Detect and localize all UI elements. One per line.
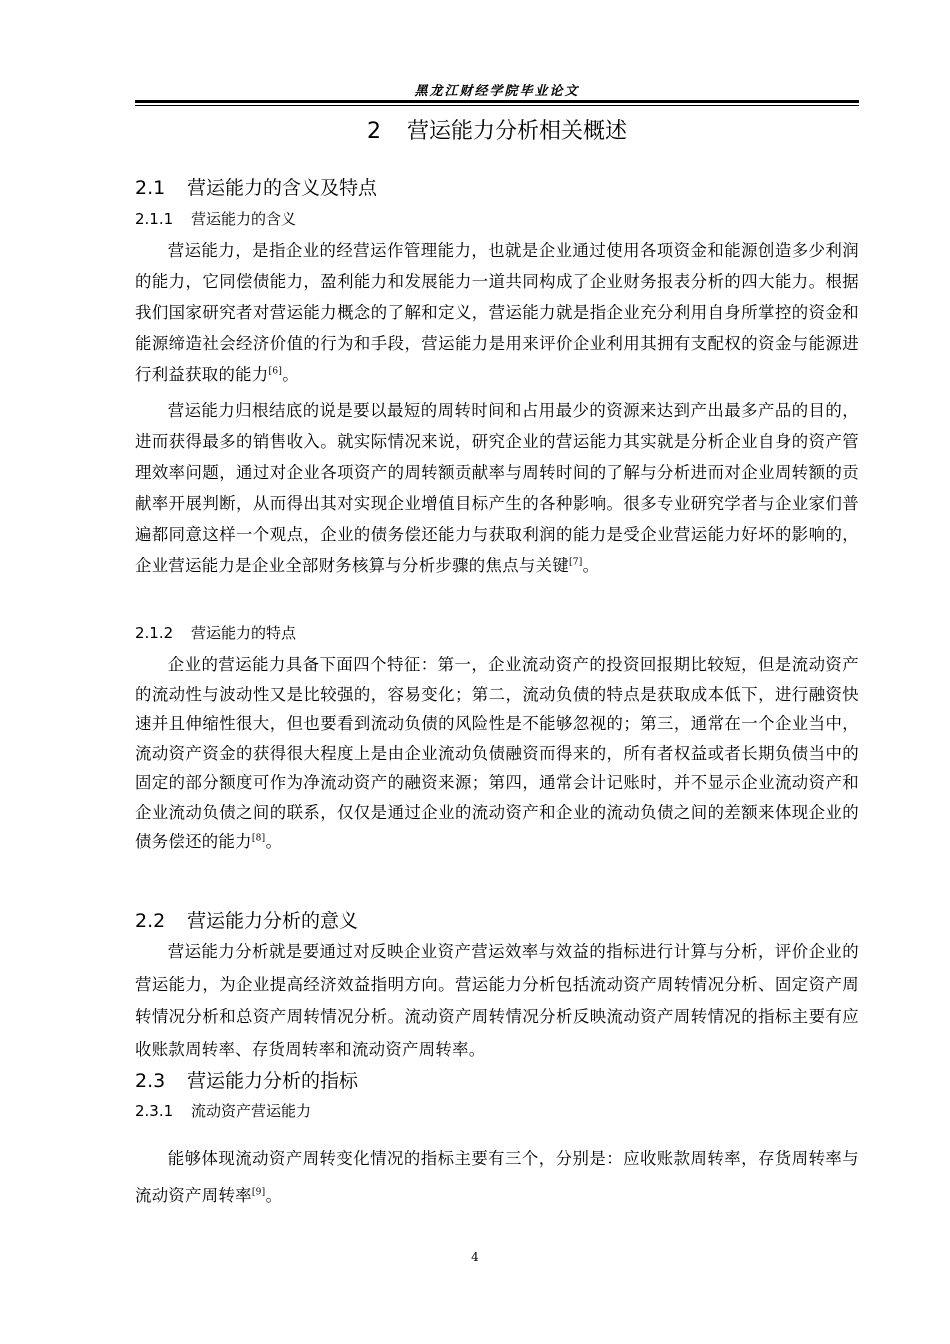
paragraph-analysis-significance: [135, 936, 859, 1066]
section-number: 2.1.1: [135, 210, 174, 228]
paragraph-current-asset-indicators: [135, 1140, 859, 1214]
paragraph-end: 。: [582, 556, 600, 575]
citation: [8]: [251, 833, 266, 844]
paragraph-text: 营运能力，是指企业的经营运作管理能力，也就是企业通过使用各项资金和能源创造多少利润的能力，它同偿债能力，盈利能力和发展能力一道共同构成了企业财务报表分析的四大能力。根据我们国家研究者对营运能力概念的了解和定义，营运能力就是指企业充分利用自身所掌控的资金和能源缔造社会经济价值的行为和手段，营运能力是用来评价企业利用其拥有支配权的资金与能源进行利益获取的能力: [135, 241, 859, 384]
section-title: 营运能力的特点: [191, 624, 297, 642]
section-heading-2-2: [135, 908, 358, 934]
section-number: 2.3.1: [135, 1102, 174, 1120]
chapter-title: [135, 114, 859, 145]
section-number: 2.3: [135, 1070, 166, 1092]
section-heading-2-3-1: [135, 1100, 311, 1122]
header-rule-thick: [135, 100, 859, 103]
paragraph-text: 企业的营运能力具备下面四个特征：第一，企业流动资产的投资回报期比较短，但是流动资产的流动性与波动性又是比较强的，容易变化；第二，流动负债的特点是获取成本低下，进行融资快速并且伸缩性很大，但也要看到流动负债的风险性是不能够忽视的；第三，通常在一个企业当中，流动资产资金的获得很大程度上是由企业流动负债融资而得来的，所有者权益或者长期负债当中的固定的部分额度可作为净流动资产的融资来源；第四，通常会计记账时，并不显示企业流动资产和企业流动负债之间的联系，仅仅是通过企业的流动资产和企业的流动负债之间的差额来体现企业的债务偿还的能力: [135, 655, 859, 851]
paragraph-text: 能够体现流动资产周转变化情况的指标主要有三个，分别是：应收账款周转率，存货周转率与流动资产周转率: [135, 1149, 859, 1205]
section-title: 营运能力的含义及特点: [187, 177, 378, 199]
paragraph-text: 营运能力归根结底的说是要以最短的周转时间和占用最少的资源来达到产出最多产品的目的，进而获得最多的销售收入。就实际情况来说，研究企业的营运能力其实就是分析企业自身的资产管理效率问题，通过对企业各项资产的周转额贡献率与周转时间的了解与分析进而对企业周转额的贡献率开展判断，从而得出其对实现企业增值目标产生的各种影响。很多专业研究学者与企业家们普遍都同意这样一个观点，企业的债务偿还能力与获取利润的能力是受企业营运能力好坏的影响的，企业营运能力是企业全部财务核算与分析步骤的焦点与关键: [135, 401, 859, 575]
section-heading-2-3: [135, 1068, 358, 1094]
chapter-number: 2: [366, 119, 381, 144]
header-rule-thin: [135, 105, 859, 106]
section-heading-2-1: [135, 175, 377, 201]
paragraph-text: 营运能力分析就是要通过对反映企业资产营运效率与效益的指标进行计算与分析，评价企业的营运能力，为企业提高经济效益指明方向。营运能力分析包括流动资产周转情况分析、固定资产周转情况分析和总资产周转情况分析。流动资产周转情况分析反映流动资产周转情况的指标主要有应收账款周转率、存货周转率和流动资产周转率。: [135, 942, 859, 1059]
section-number: 2.1: [135, 177, 166, 199]
section-title: 营运能力的含义: [191, 210, 297, 228]
paragraph-end: 。: [282, 365, 299, 384]
page-number: 4: [471, 1250, 479, 1264]
section-number: 2.2: [135, 910, 166, 932]
citation: [7]: [568, 557, 583, 568]
section-title: 营运能力分析的意义: [187, 910, 359, 932]
running-header: 黑龙江财经学院毕业论文: [414, 84, 580, 99]
section-title: 流动资产营运能力: [191, 1102, 312, 1120]
section-title: 营运能力分析的指标: [187, 1070, 359, 1092]
paragraph-end: 。: [265, 832, 283, 851]
citation: [9]: [251, 1187, 266, 1198]
citation: [6]: [268, 366, 283, 377]
paragraph-end: 。: [265, 1186, 283, 1205]
section-heading-2-1-2: [135, 622, 296, 644]
paragraph-operating-capacity-features: [135, 650, 859, 857]
section-number: 2.1.2: [135, 624, 174, 642]
chapter-title-text: 营运能力分析相关概述: [406, 119, 627, 144]
paragraph-operating-capacity-definition: [135, 235, 859, 390]
paragraph-operating-capacity-essence: [135, 395, 859, 581]
section-heading-2-1-1: [135, 208, 296, 230]
